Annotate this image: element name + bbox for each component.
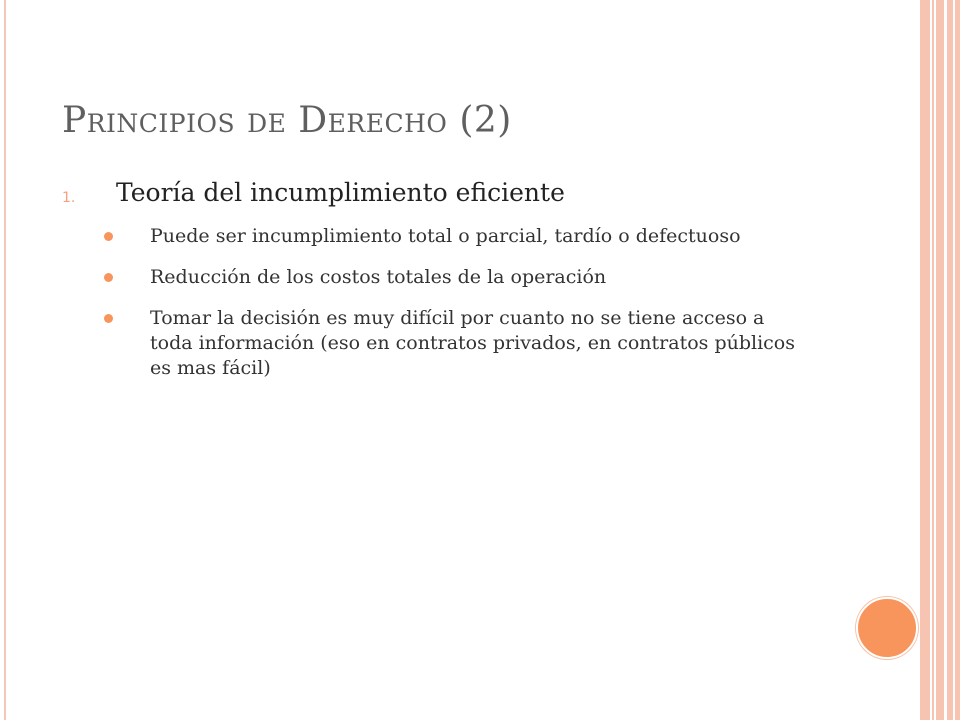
bullet-dot-icon bbox=[104, 232, 113, 241]
bullet-item bbox=[104, 265, 804, 290]
bullet-text: Tomar la decisión es muy difícil por cuanto no se tiene acceso a toda información (eso en contratos privados, en contratos públicos es mas fácil) bbox=[150, 307, 795, 379]
left-border-line bbox=[4, 0, 6, 720]
band-stripe bbox=[934, 0, 936, 720]
bullet-dot-icon bbox=[104, 273, 113, 282]
numbered-item-text: Teoría del incumplimiento eficiente bbox=[116, 178, 565, 207]
band-stripe bbox=[944, 0, 947, 720]
band-stripe bbox=[953, 0, 955, 720]
bullet-text: Puede ser incumplimiento total o parcial, tardío o defectuoso bbox=[150, 225, 741, 247]
bullet-list bbox=[104, 224, 804, 397]
bullet-dot-icon bbox=[104, 314, 113, 323]
right-decorative-band bbox=[920, 0, 960, 720]
bullet-item bbox=[104, 306, 804, 381]
slide-title: Principios de Derecho (2) bbox=[62, 100, 512, 141]
bullet-text: Reducción de los costos totales de la operación bbox=[150, 266, 607, 288]
bullet-item bbox=[104, 224, 804, 249]
decorative-circle bbox=[856, 597, 918, 659]
band-stripe bbox=[930, 0, 932, 720]
number-marker: 1. bbox=[62, 190, 76, 206]
